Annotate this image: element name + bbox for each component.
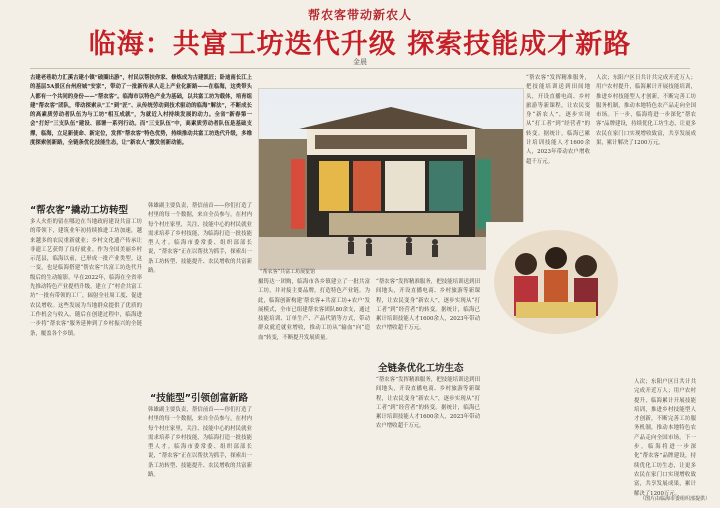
main-photo-caption: “帮农客”共富工坊展览馆 bbox=[260, 269, 316, 275]
article-byline: 金晨 bbox=[353, 58, 367, 66]
photo-credit: （图片由临海市委组织部提供） bbox=[639, 496, 710, 502]
body-column-5a: “帮农客”发挥精准服务，把技能培训送到田间地头，开设直播电商、乡村旅游等新课程，让农民变身“新农人”，逐步实现从“打工者”到“经营者”的转变。据统计，临海已累计培训技能人才1600余人，2023年带动农户增收超千万元。 bbox=[526, 75, 590, 165]
main-photo bbox=[258, 88, 524, 270]
lead-paragraph: 古建老巷助力汇溪古建小镇“破圈出游”，村民以帮扶你家、修炼成为古建凯匠；卧迪南长江上的基层5A景区台州府城“安家”，带动了一批新传承人走上产业化新路——在临海，这类带头人都有一个共同的身份——“帮农客”。临海市以特色产业为基础，以共富工坊为载体，培育组建“帮农客”团队，带动探索从“工”到“匠”、从传统劳动到技术驱动的临海“解法”，不断成长的高素质劳动者队伍为与工坊“相互成就”，为就近入村持续发展的动力。全省“新春第一会”打好“三支队伍”建设、部署一系列行动。而“三支队伍”中，高素质劳动者队伍是基础支撑，临海，立足新使命、新定位，发挥“帮农客”特色优势，持续推动共富工坊迭代升级，多维度探索创新路，全链条优化技能生态，让“新农人”激发创新动能。 bbox=[30, 75, 252, 147]
section-title-1: “帮农客”撬动工坊转型 bbox=[30, 205, 128, 216]
body-column-5: 人次；东阳户区日共计共完成开近万人；用户农村提升，临海累计开展技能培训，推进乡村技能型人才创新，不断完善工坊服务机制，推动本地特色农产品走向全国市场。下一步，临海将进一步深化“帮农客”品牌建设，持续优化工坊生态，让更多农民在家门口实现增收致富，共享发展成果，累计解决了1200万元。 bbox=[596, 75, 696, 147]
body-column-4b: “帮农客”发挥精准服务，把技能培训送到田间地头，开设直播电商、乡村旅游等新课程，让农民变身“新农人”，逐步实现从“打工者”到“经营者”的转变。据统计，临海已累计培训技能人才1600余人，2023年带动农户增收超千万元。 bbox=[376, 377, 480, 430]
article-kicker: 帮农客带动新农人 bbox=[307, 8, 412, 22]
section-title-2: “技能型”引领创富新路 bbox=[150, 393, 248, 404]
villagers-image bbox=[486, 222, 626, 338]
body-column-2b: 韩雄副主要负责，帮信前首——你们打造了村里的每一个数据，来自全员参与，在村内每个村庄家里，关注、技能中心的村民就业需求培养了乡村技能，为临海打造一批技能型人才。临海市委常委、组织部部长说，“帮农客”正在以帮扶为抓手，探索出一条工坊转型、技能提升、农民增收的共富新路。 bbox=[148, 407, 252, 479]
body-column-3: 摄铸达一团购，临海市各乡镇建立了一批共富工坊，并对接主要品牌，打造特色产业链。为此，临海创新构建‘帮农客+共富工坊+农户’发展模式，全市已组建帮农客团队80余支，通过技能培训、订单生产、产品代销等方式，带动群众就近就业增收，推动工坊从“输血”向“造血”转变，不断提升发展质量。 bbox=[258, 279, 370, 341]
body-column-2: 韩雄副主要负责，帮信前首——你们打造了村里的每一个数据，来自全员参与，在村内每个村庄家里，关注、技能中心的村民就业需求培养了乡村技能，为临海打造一批技能型人才。临海市委常委、组织部部长说，“帮农客”正在以帮扶为抓手，探索出一条工坊转型、技能提升、农民增收的共富新路。 bbox=[148, 203, 252, 275]
body-column-6: 人次；东阳户区日共计共完成开近万人；用户农村提升，临海累计开展技能培训，推进乡村技能型人才创新，不断完善工坊服务机制，推动本地特色农产品走向全国市场。下一步，临海将进一步深化“帮农客”品牌建设，持续优化工坊生态，让更多农民在家门口实现增收致富，共享发展成果，累计解决了1200万元。 bbox=[634, 379, 696, 497]
exhibition-hall-image bbox=[259, 89, 523, 269]
section-title-3: 全链条优化工坊生态 bbox=[378, 363, 464, 374]
body-column-4: “帮农客”发挥精准服务，把技能培训送到田间地头，开设直播电商、乡村旅游等新课程，让农民变身“新农人”，逐步实现从“打工者”到“经营者”的转变。据统计，临海已累计培训技能人才1600余人，2023年带动农户增收超千万元。 bbox=[376, 279, 480, 332]
header-divider bbox=[30, 68, 690, 69]
side-photo bbox=[486, 222, 626, 338]
body-column-1: 多人火炬的留在哪边在当地政府建设共富工坊的带领下，建筑业年初持续推进工坊加速，越来越多的农民重新就业；乡村文化遗产传承让非遗工艺获得了良好就业。作为全国美丽乡村示范县，临海以前，已形成一批产业类型。这一变，也是临海搭建“帮农客”共富工坊迭代升级后的生动缩影。早在2022年，临海在全省率先推动特色产业提档升级，建立了“村企共富工坊”一批有带领的工厂，辐射全社周工度、促进农民增收。这些发展为当地群众提供了优质的工作机会与收入。随后在创建过程中，临海进一步将“帮农客”服务延伸到了乡村振兴的全链条，覆盖各个乡镇。 bbox=[30, 219, 142, 337]
article-headline: 临海：共富工坊迭代升级 探索技能成才新路 bbox=[88, 29, 632, 60]
